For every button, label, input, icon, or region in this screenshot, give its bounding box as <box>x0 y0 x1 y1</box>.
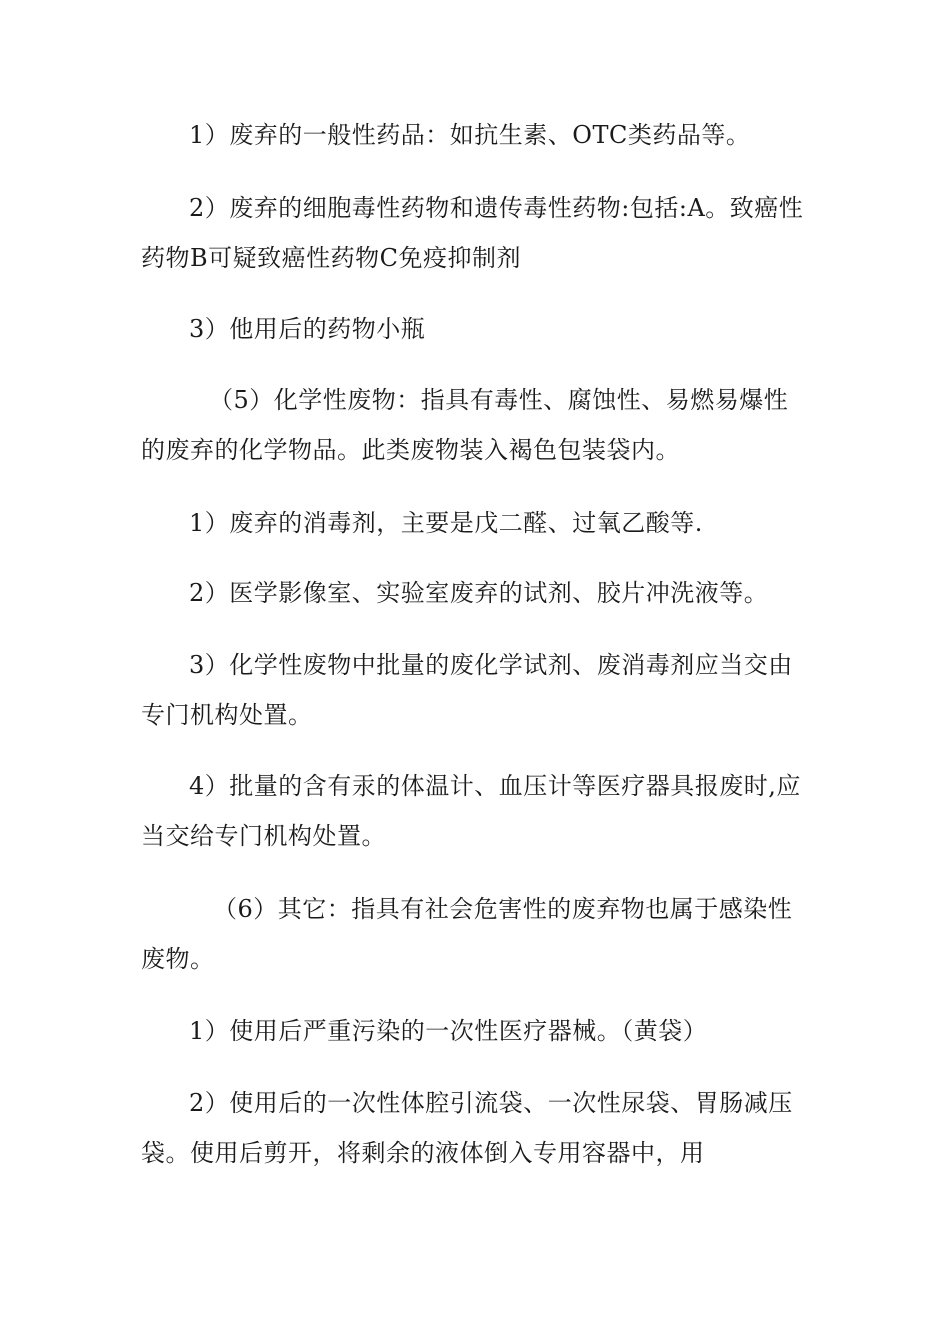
paragraph-3: 3）他用后的药物小瓶 <box>189 315 426 343</box>
paragraph-10: 1）使用后严重污染的一次性医疗器械。（黄袋） <box>189 1017 708 1045</box>
paragraph-11: 2）使用后的一次性体腔引流袋、一次性尿袋、胃肠减压袋。使用后剪开，将剩余的液体倒入专用容器中，用 <box>141 1089 793 1167</box>
paragraph-2: 2）废弃的细胞毒性药物和遗传毒性药物:包括:A。致癌性药物B可疑致癌性药物C免疫抑制剂 <box>141 194 804 272</box>
section-5-heading: （5）化学性废物：指具有毒性、腐蚀性、易燃易爆性的废弃的化学物品。此类废物装入褐色包装袋内。 <box>141 386 789 464</box>
paragraph-8: 4）批量的含有汞的体温计、血压计等医疗器具报废时,应当交给专门机构处置。 <box>141 772 801 850</box>
paragraph-7: 3）化学性废物中批量的废化学试剂、废消毒剂应当交由专门机构处置。 <box>141 651 793 729</box>
paragraph-6: 2）医学影像室、实验室废弃的试剂、胶片冲洗液等。 <box>189 579 769 607</box>
section-6-heading: （6）其它：指具有社会危害性的废弃物也属于感染性废物。 <box>141 895 793 973</box>
paragraph-5: 1）废弃的消毒剂，主要是戊二醛、过氧乙酸等. <box>189 509 703 537</box>
paragraph-1: 1）废弃的一般性药品：如抗生素、OTC类药品等。 <box>189 121 751 149</box>
